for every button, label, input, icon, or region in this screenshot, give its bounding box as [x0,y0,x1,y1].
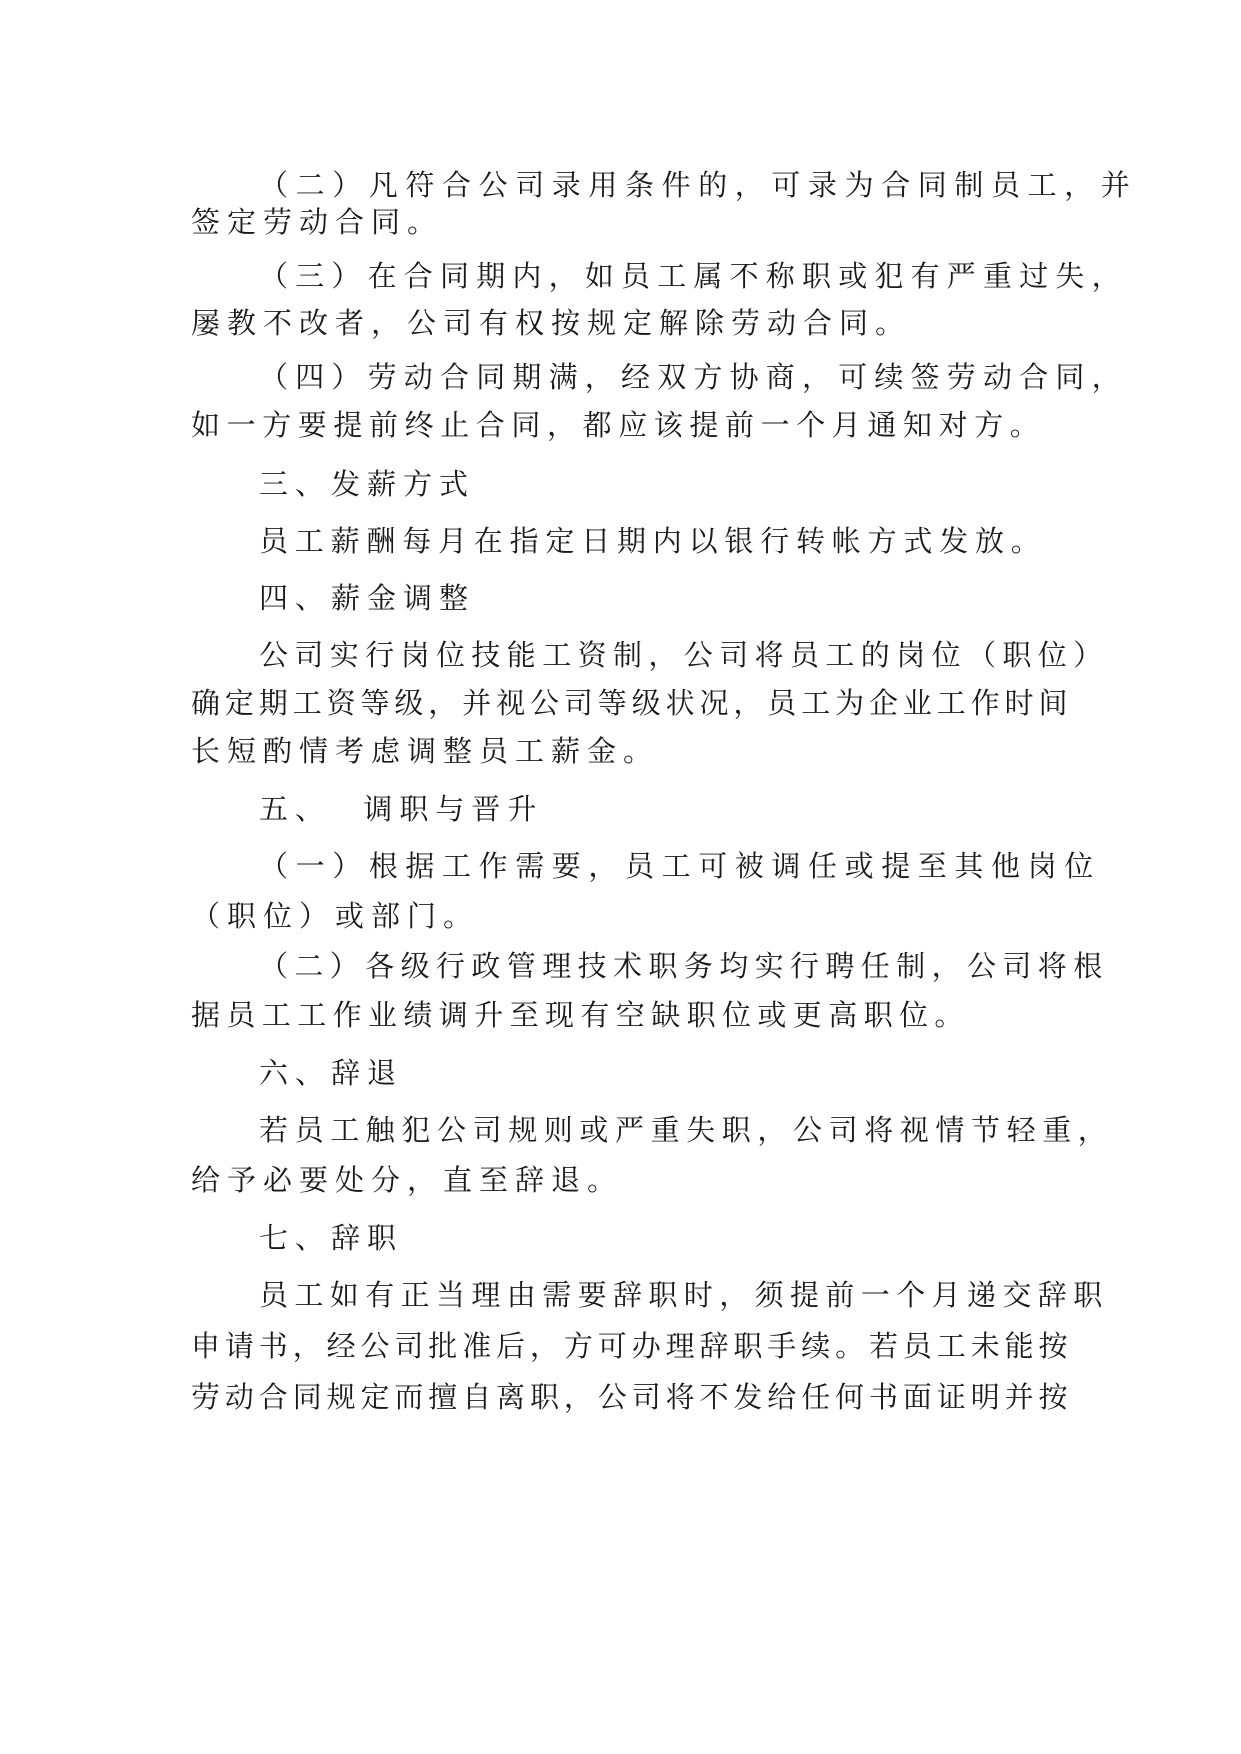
paragraph-line: （四）劳动合同期满，经双方协商，可续签劳动合同， [259,360,1128,394]
section-heading: 三、发薪方式 [259,467,476,501]
section-heading: 七、辞职 [259,1221,404,1255]
paragraph-line: 签定劳动合同。 [191,205,444,239]
paragraph-line: 确定期工资等级，并视公司等级状况，员工为企业工作时间 [191,686,1073,720]
paragraph-line: 屡教不改者，公司有权按规定解除劳动合同。 [191,306,912,340]
paragraph-line: （一）根据工作需要，员工可被调任或提至其他岗位 [259,849,1101,883]
paragraph-line: （二）凡符合公司录用条件的，可录为合同制员工，并 [259,168,1138,202]
paragraph-line: （二）各级行政管理技术职务均实行聘任制，公司将根 [259,949,1109,983]
paragraph-line: 据员工工作业绩调升至现有空缺职位或更高职位。 [191,998,970,1032]
section-heading: 四、薪金调整 [259,581,476,615]
paragraph-line: 如一方要提前终止合同，都应该提前一个月通知对方。 [191,408,1046,442]
paragraph-line: 员工如有正当理由需要辞职时，须提前一个月递交辞职 [259,1278,1109,1312]
paragraph-line: （三）在合同期内，如员工属不称职或犯有严重过失， [259,259,1128,293]
paragraph-line: 公司实行岗位技能工资制，公司将员工的岗位（职位） [259,638,1109,672]
paragraph-line: 员工薪酬每月在指定日期内以银行转帐方式发放。 [259,524,1047,558]
paragraph-line: 劳动合同规定而擅自离职，公司将不发给任何书面证明并按 [191,1380,1073,1414]
paragraph-line: （职位）或部门。 [191,899,480,933]
paragraph-line: 长短酌情考虑调整员工薪金。 [191,734,660,768]
section-heading: 五、 调职与晋升 [259,792,544,826]
section-heading: 六、辞退 [259,1056,404,1090]
paragraph-line: 申请书，经公司批准后，方可办理辞职手续。若员工未能按 [191,1329,1073,1363]
paragraph-line: 若员工触犯公司规则或严重失职，公司将视情节轻重， [259,1113,1114,1147]
paragraph-line: 给予必要处分，直至辞退。 [191,1163,624,1197]
